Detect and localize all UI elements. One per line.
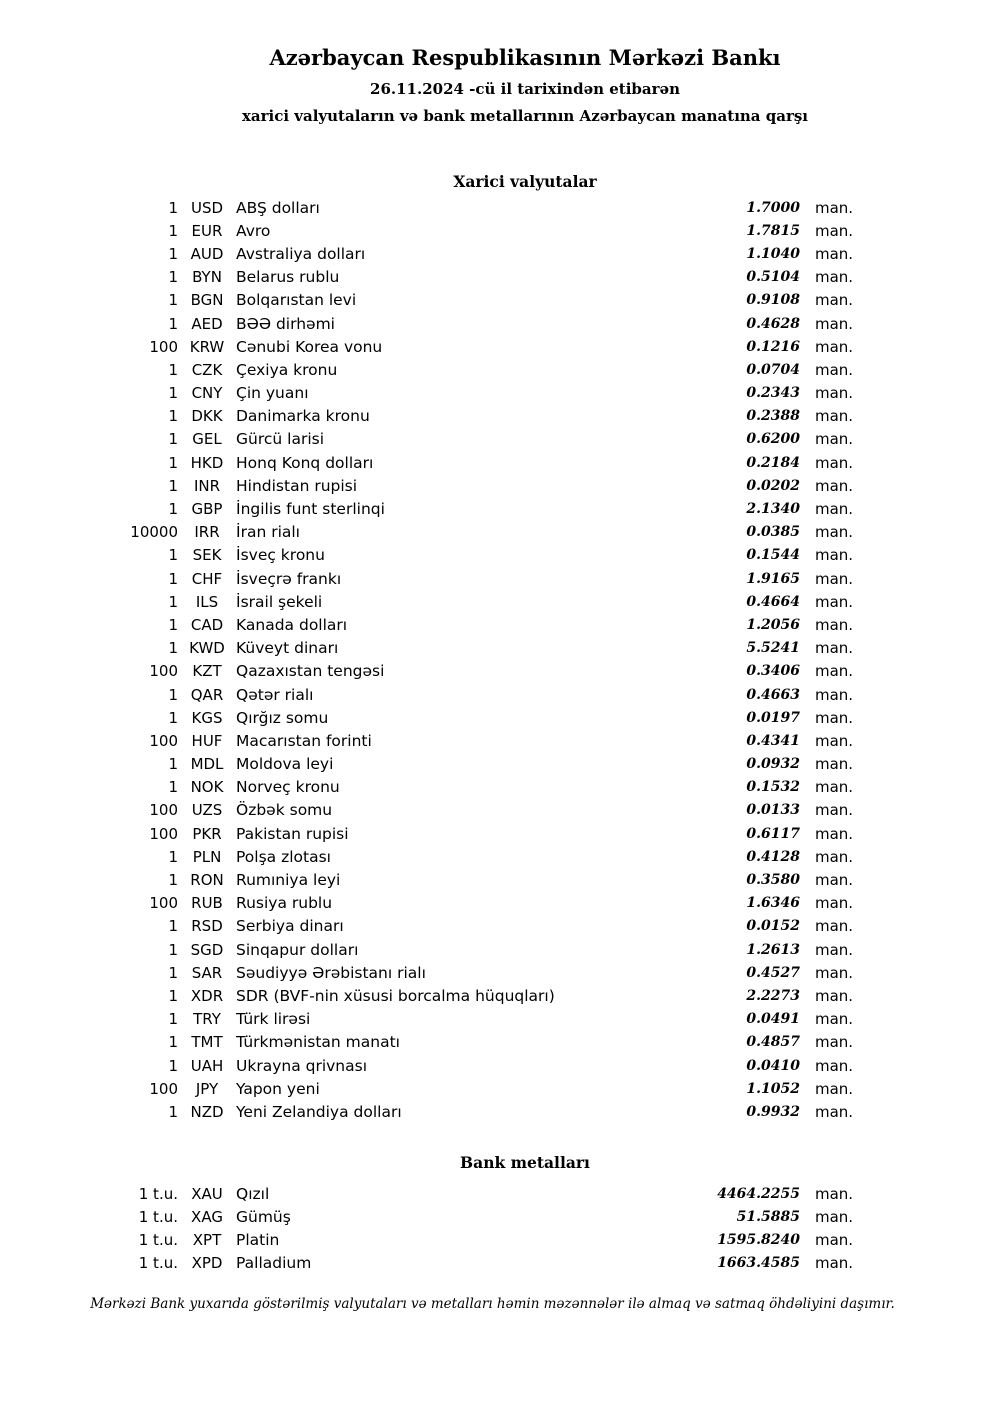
table-row xyxy=(0,196,1000,219)
currency-name-cell: Qırğız somu xyxy=(236,708,329,727)
quantity-cell: 1 t.u. xyxy=(138,1184,178,1203)
quantity-cell: 1 xyxy=(168,1102,178,1121)
rate-value-cell: 1.1052 xyxy=(746,1080,800,1097)
currency-code-cell: AED xyxy=(191,314,223,333)
unit-label-cell: man. xyxy=(815,662,854,681)
currency-name-cell: Avro xyxy=(236,221,271,240)
currency-name-cell: Avstraliya dolları xyxy=(236,244,366,263)
rate-value-cell: 0.0932 xyxy=(746,756,800,773)
document-header xyxy=(0,46,1000,124)
table-row xyxy=(0,1008,1000,1031)
currency-name-cell: SDR (BVF-nin xüsusi borcalma hüquqları) xyxy=(236,986,555,1005)
quantity-cell: 1 xyxy=(168,268,178,287)
table-row xyxy=(0,892,1000,915)
currency-code-cell: JPY xyxy=(195,1079,219,1098)
currency-code-cell: SEK xyxy=(192,546,222,565)
quantity-cell: 1 xyxy=(168,615,178,634)
quantity-cell: 1 xyxy=(168,755,178,774)
currency-code-cell: XPT xyxy=(192,1230,222,1249)
unit-label-cell: man. xyxy=(815,1230,854,1249)
unit-label-cell: man. xyxy=(815,430,854,449)
rate-value-cell: 0.0491 xyxy=(746,1011,800,1028)
rate-value-cell: 0.0197 xyxy=(746,709,800,726)
table-row xyxy=(0,567,1000,590)
rate-value-cell: 0.2184 xyxy=(746,454,800,471)
rate-value-cell: 0.6200 xyxy=(746,431,800,448)
unit-label-cell: man. xyxy=(815,523,854,542)
table-row xyxy=(0,776,1000,799)
table-row xyxy=(0,915,1000,938)
unit-label-cell: man. xyxy=(815,1056,854,1075)
currency-name-cell: Səudiyyə Ərəbistanı rialı xyxy=(236,963,426,982)
unit-label-cell: man. xyxy=(815,546,854,565)
unit-label-cell: man. xyxy=(815,360,854,379)
rate-value-cell: 0.4527 xyxy=(746,964,800,981)
currency-name-cell: Çin yuanı xyxy=(236,384,309,403)
currency-code-cell: KRW xyxy=(189,337,225,356)
currency-name-cell: Hindistan rupisi xyxy=(236,476,358,495)
currency-code-cell: XDR xyxy=(190,986,224,1005)
table-row xyxy=(0,497,1000,520)
currency-code-cell: RSD xyxy=(191,917,223,936)
table-row xyxy=(0,358,1000,381)
table-row xyxy=(0,706,1000,729)
quantity-cell: 100 xyxy=(149,662,178,681)
unit-label-cell: man. xyxy=(815,569,854,588)
currency-code-cell: ILS xyxy=(195,592,219,611)
quantity-cell: 1 t.u. xyxy=(138,1230,178,1249)
bank-metals-section-heading: Bank metalları xyxy=(460,1153,590,1172)
unit-label-cell: man. xyxy=(815,801,854,820)
table-row xyxy=(0,660,1000,683)
table-row xyxy=(0,451,1000,474)
rate-value-cell: 0.9932 xyxy=(746,1103,800,1120)
quantity-cell: 100 xyxy=(149,824,178,843)
table-row xyxy=(0,242,1000,265)
quantity-cell: 1 xyxy=(168,384,178,403)
rate-value-cell: 0.0202 xyxy=(746,477,800,494)
currency-name-cell: İngilis funt sterlinqi xyxy=(236,500,385,519)
currency-code-cell: RON xyxy=(190,871,224,890)
currency-code-cell: CZK xyxy=(191,360,223,379)
currency-code-cell: MDL xyxy=(190,755,224,774)
unit-label-cell: man. xyxy=(815,337,854,356)
unit-label-cell: man. xyxy=(815,476,854,495)
unit-label-cell: man. xyxy=(815,685,854,704)
table-row xyxy=(0,590,1000,613)
currency-name-cell: ABŞ dolları xyxy=(236,198,320,217)
currency-name-cell: Qızıl xyxy=(236,1184,270,1203)
unit-label-cell: man. xyxy=(815,268,854,287)
table-row xyxy=(0,1054,1000,1077)
currency-name-cell: İran rialı xyxy=(236,523,300,542)
quantity-cell: 1 xyxy=(168,360,178,379)
currency-code-cell: CNY xyxy=(191,384,223,403)
currency-name-cell: Qazaxıstan tengəsi xyxy=(236,662,385,681)
currency-code-cell: PLN xyxy=(192,847,222,866)
quantity-cell: 1 xyxy=(168,198,178,217)
unit-label-cell: man. xyxy=(815,894,854,913)
currency-code-cell: RUB xyxy=(191,894,223,913)
table-row xyxy=(0,799,1000,822)
table-row xyxy=(0,961,1000,984)
currency-name-cell: Yeni Zelandiya dolları xyxy=(236,1102,402,1121)
table-row xyxy=(0,428,1000,451)
quantity-cell: 1 xyxy=(168,917,178,936)
rate-value-cell: 2.2273 xyxy=(746,987,800,1004)
quantity-cell: 1 xyxy=(168,546,178,565)
table-row xyxy=(0,637,1000,660)
rate-value-cell: 0.1532 xyxy=(746,779,800,796)
unit-label-cell: man. xyxy=(815,1010,854,1029)
currency-code-cell: USD xyxy=(190,198,224,217)
currency-code-cell: DKK xyxy=(191,407,223,426)
rate-value-cell: 0.0152 xyxy=(746,918,800,935)
currency-code-cell: GBP xyxy=(191,500,223,519)
quantity-cell: 1 xyxy=(168,592,178,611)
currency-code-cell: TRY xyxy=(193,1010,221,1029)
quantity-cell: 1 xyxy=(168,569,178,588)
quantity-cell: 1 xyxy=(168,407,178,426)
table-row xyxy=(0,613,1000,636)
currency-code-cell: KZT xyxy=(192,662,222,681)
quantity-cell: 1 xyxy=(168,221,178,240)
table-row xyxy=(0,683,1000,706)
currency-name-cell: Belarus rublu xyxy=(236,268,340,287)
currency-code-cell: XAU xyxy=(191,1184,223,1203)
rate-value-cell: 0.3580 xyxy=(746,872,800,889)
currency-name-cell: Gümüş xyxy=(236,1207,291,1226)
unit-label-cell: man. xyxy=(815,940,854,959)
quantity-cell: 1 xyxy=(168,1033,178,1052)
currency-code-cell: SGD xyxy=(190,940,224,959)
rate-value-cell: 1.7000 xyxy=(746,199,800,216)
quantity-cell: 1 xyxy=(168,430,178,449)
quantity-cell: 1 xyxy=(168,685,178,704)
currency-code-cell: UZS xyxy=(191,801,223,820)
unit-label-cell: man. xyxy=(815,1033,854,1052)
unit-label-cell: man. xyxy=(815,1079,854,1098)
currency-name-cell: Palladium xyxy=(236,1254,312,1273)
quantity-cell: 1 xyxy=(168,639,178,658)
unit-label-cell: man. xyxy=(815,453,854,472)
unit-label-cell: man. xyxy=(815,1254,854,1273)
quantity-cell: 1 xyxy=(168,291,178,310)
unit-label-cell: man. xyxy=(815,500,854,519)
currency-code-cell: BGN xyxy=(190,291,224,310)
unit-label-cell: man. xyxy=(815,221,854,240)
currency-name-cell: İsrail şekeli xyxy=(236,592,323,611)
rate-value-cell: 5.5241 xyxy=(746,640,800,657)
currency-name-cell: Ukrayna qrivnası xyxy=(236,1056,368,1075)
table-row xyxy=(0,868,1000,891)
unit-label-cell: man. xyxy=(815,1102,854,1121)
rate-value-cell: 0.0385 xyxy=(746,524,800,541)
table-row xyxy=(0,312,1000,335)
table-row xyxy=(0,521,1000,544)
currency-code-cell: CAD xyxy=(190,615,224,634)
effective-date-line: 26.11.2024 -cü il tarixindən etibarən xyxy=(370,80,680,98)
currency-code-cell: NOK xyxy=(190,778,224,797)
currency-code-cell: UAH xyxy=(190,1056,224,1075)
rate-value-cell: 0.0410 xyxy=(746,1057,800,1074)
unit-label-cell: man. xyxy=(815,384,854,403)
currency-code-cell: HKD xyxy=(190,453,224,472)
foreign-currencies-table xyxy=(0,196,1000,1124)
page-title: Azərbaycan Respublikasının Mərkəzi Bankı xyxy=(269,45,781,70)
rate-value-cell: 0.3406 xyxy=(746,663,800,680)
currency-name-cell: Çexiya kronu xyxy=(236,360,338,379)
table-row xyxy=(0,845,1000,868)
currency-code-cell: PKR xyxy=(192,824,222,843)
unit-label-cell: man. xyxy=(815,615,854,634)
currency-name-cell: Rusiya rublu xyxy=(236,894,333,913)
unit-label-cell: man. xyxy=(815,407,854,426)
quantity-cell: 100 xyxy=(149,1079,178,1098)
quantity-cell: 1 xyxy=(168,871,178,890)
currency-code-cell: INR xyxy=(193,476,221,495)
quantity-cell: 100 xyxy=(149,337,178,356)
table-row xyxy=(0,289,1000,312)
currency-name-cell: İsveçrə frankı xyxy=(236,569,342,588)
quantity-cell: 10000 xyxy=(130,523,178,542)
quantity-cell: 1 xyxy=(168,1010,178,1029)
currency-code-cell: AUD xyxy=(190,244,224,263)
currency-name-cell: Kanada dolları xyxy=(236,615,348,634)
currency-code-cell: SAR xyxy=(191,963,223,982)
currency-name-cell: Sinqapur dolları xyxy=(236,940,359,959)
quantity-cell: 1 xyxy=(168,986,178,1005)
unit-label-cell: man. xyxy=(815,1207,854,1226)
unit-label-cell: man. xyxy=(815,291,854,310)
quantity-cell: 1 xyxy=(168,1056,178,1075)
table-row xyxy=(0,1077,1000,1100)
currency-name-cell: Gürcü larisi xyxy=(236,430,325,449)
rate-value-cell: 0.2343 xyxy=(746,385,800,402)
table-row xyxy=(0,1182,1000,1205)
currency-code-cell: TMT xyxy=(191,1033,223,1052)
unit-label-cell: man. xyxy=(815,847,854,866)
rate-value-cell: 0.4128 xyxy=(746,848,800,865)
currency-code-cell: HUF xyxy=(191,731,223,750)
quantity-cell: 1 t.u. xyxy=(138,1207,178,1226)
currency-code-cell: XAG xyxy=(191,1207,223,1226)
unit-label-cell: man. xyxy=(815,986,854,1005)
currency-name-cell: Macarıstan forinti xyxy=(236,731,372,750)
currency-name-cell: Cənubi Korea vonu xyxy=(236,337,383,356)
table-row xyxy=(0,405,1000,428)
table-row xyxy=(0,1031,1000,1054)
table-row xyxy=(0,1228,1000,1251)
currency-code-cell: QAR xyxy=(190,685,224,704)
unit-label-cell: man. xyxy=(815,198,854,217)
rate-value-cell: 1.2613 xyxy=(746,941,800,958)
currency-code-cell: NZD xyxy=(190,1102,224,1121)
quantity-cell: 1 t.u. xyxy=(138,1254,178,1273)
rate-value-cell: 0.4663 xyxy=(746,686,800,703)
currency-code-cell: KGS xyxy=(191,708,223,727)
unit-label-cell: man. xyxy=(815,731,854,750)
currency-name-cell: Türkmənistan manatı xyxy=(236,1033,400,1052)
quantity-cell: 1 xyxy=(168,244,178,263)
table-row xyxy=(0,729,1000,752)
currency-name-cell: Türk lirəsi xyxy=(236,1010,311,1029)
currency-name-cell: Qətər rialı xyxy=(236,685,314,704)
rate-value-cell: 2.1340 xyxy=(746,501,800,518)
bank-metals-table xyxy=(0,1182,1000,1275)
table-row xyxy=(0,219,1000,242)
currency-name-cell: Pakistan rupisi xyxy=(236,824,349,843)
quantity-cell: 1 xyxy=(168,847,178,866)
currency-name-cell: Honq Konq dolları xyxy=(236,453,374,472)
quantity-cell: 100 xyxy=(149,894,178,913)
unit-label-cell: man. xyxy=(815,592,854,611)
currency-name-cell: BƏƏ dirhəmi xyxy=(236,314,335,333)
table-row xyxy=(0,1205,1000,1228)
rate-value-cell: 51.5885 xyxy=(736,1208,800,1225)
currency-code-cell: EUR xyxy=(191,221,223,240)
unit-label-cell: man. xyxy=(815,244,854,263)
quantity-cell: 1 xyxy=(168,314,178,333)
unit-label-cell: man. xyxy=(815,963,854,982)
currency-name-cell: Rumıniya leyi xyxy=(236,871,341,890)
unit-label-cell: man. xyxy=(815,778,854,797)
table-row xyxy=(0,1252,1000,1275)
table-row xyxy=(0,335,1000,358)
currency-code-cell: IRR xyxy=(194,523,220,542)
unit-label-cell: man. xyxy=(815,871,854,890)
currency-name-cell: Bolqarıstan levi xyxy=(236,291,357,310)
rate-value-cell: 0.5104 xyxy=(746,269,800,286)
currency-code-cell: CHF xyxy=(191,569,223,588)
rate-value-cell: 1.7815 xyxy=(746,222,800,239)
document-subtitle: xarici valyutaların və bank metallarının Azərbaycan manatına qarşı xyxy=(241,107,809,125)
foreign-currencies-section-heading: Xarici valyutalar xyxy=(453,172,597,191)
currency-name-cell: Danimarka kronu xyxy=(236,407,370,426)
quantity-cell: 1 xyxy=(168,453,178,472)
unit-label-cell: man. xyxy=(815,314,854,333)
rate-value-cell: 1663.4585 xyxy=(717,1255,800,1272)
rate-value-cell: 0.4857 xyxy=(746,1034,800,1051)
unit-label-cell: man. xyxy=(815,755,854,774)
currency-name-cell: Özbək somu xyxy=(236,801,333,820)
quantity-cell: 1 xyxy=(168,476,178,495)
currency-name-cell: Küveyt dinarı xyxy=(236,639,339,658)
quantity-cell: 100 xyxy=(149,801,178,820)
quantity-cell: 1 xyxy=(168,500,178,519)
currency-code-cell: KWD xyxy=(189,639,225,658)
obligation-note: Mərkəzi Bank yuxarıda göstərilmiş valyutaları və metalları həmin məzənnələr ilə almaq və satmaq öhdəliyini daşımır. xyxy=(90,1296,895,1312)
table-row xyxy=(0,984,1000,1007)
unit-label-cell: man. xyxy=(815,824,854,843)
rate-value-cell: 4464.2255 xyxy=(717,1185,800,1202)
table-row xyxy=(0,822,1000,845)
table-row xyxy=(0,544,1000,567)
currency-name-cell: İsveç kronu xyxy=(236,546,325,565)
rate-value-cell: 0.4341 xyxy=(746,732,800,749)
currency-name-cell: Platin xyxy=(236,1230,280,1249)
quantity-cell: 100 xyxy=(149,731,178,750)
quantity-cell: 1 xyxy=(168,940,178,959)
table-row xyxy=(0,382,1000,405)
rate-value-cell: 1.2056 xyxy=(746,616,800,633)
rate-value-cell: 1595.8240 xyxy=(717,1231,800,1248)
currency-name-cell: Norveç kronu xyxy=(236,778,340,797)
rate-value-cell: 0.2388 xyxy=(746,408,800,425)
rate-value-cell: 0.4664 xyxy=(746,593,800,610)
rate-value-cell: 0.0133 xyxy=(746,802,800,819)
currency-name-cell: Polşa zlotası xyxy=(236,847,331,866)
rate-value-cell: 0.6117 xyxy=(746,825,800,842)
unit-label-cell: man. xyxy=(815,639,854,658)
rate-value-cell: 0.1216 xyxy=(746,338,800,355)
quantity-cell: 1 xyxy=(168,963,178,982)
table-row xyxy=(0,1100,1000,1123)
rate-value-cell: 1.1040 xyxy=(746,245,800,262)
currency-name-cell: Yapon yeni xyxy=(236,1079,320,1098)
currency-code-cell: GEL xyxy=(192,430,222,449)
quantity-cell: 1 xyxy=(168,778,178,797)
unit-label-cell: man. xyxy=(815,917,854,936)
unit-label-cell: man. xyxy=(815,1184,854,1203)
table-row xyxy=(0,474,1000,497)
table-row xyxy=(0,938,1000,961)
rate-value-cell: 1.6346 xyxy=(746,895,800,912)
rate-value-cell: 0.1544 xyxy=(746,547,800,564)
currency-name-cell: Moldova leyi xyxy=(236,755,334,774)
currency-name-cell: Serbiya dinarı xyxy=(236,917,344,936)
rate-value-cell: 0.0704 xyxy=(746,361,800,378)
currency-code-cell: XPD xyxy=(191,1254,223,1273)
rate-value-cell: 0.4628 xyxy=(746,315,800,332)
rate-value-cell: 0.9108 xyxy=(746,292,800,309)
unit-label-cell: man. xyxy=(815,708,854,727)
quantity-cell: 1 xyxy=(168,708,178,727)
table-row xyxy=(0,266,1000,289)
currency-code-cell: BYN xyxy=(192,268,222,287)
table-row xyxy=(0,753,1000,776)
rate-value-cell: 1.9165 xyxy=(746,570,800,587)
